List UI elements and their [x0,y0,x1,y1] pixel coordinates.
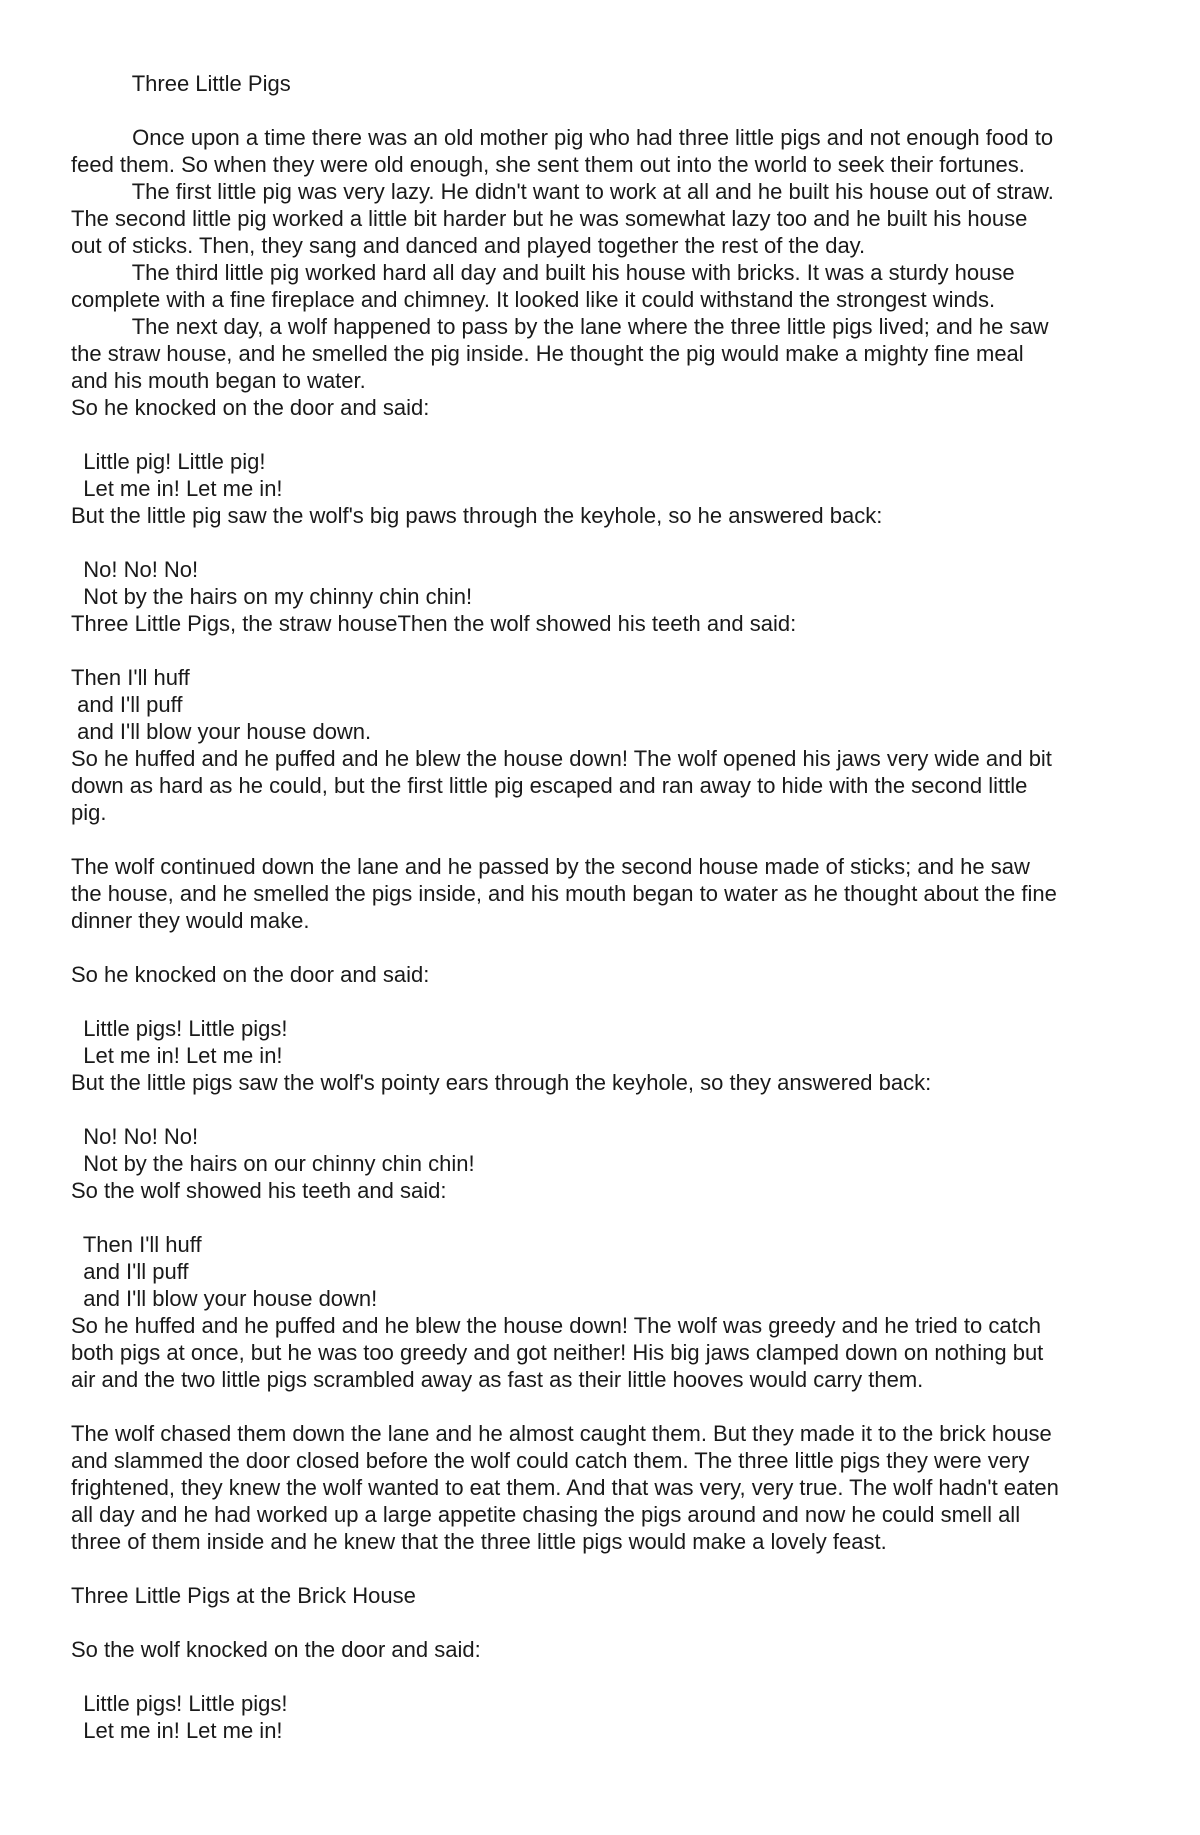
text-line: and slammed the door closed before the wolf could catch them. The three little pigs they were very [71,1448,1030,1473]
text-line: Once upon a time there was an old mother pig who had three little pigs and not enough food to [71,125,1054,150]
text-line: Little pig! Little pig! [71,449,266,474]
text-line: air and the two little pigs scrambled away as fast as their little hooves would carry them. [71,1367,924,1392]
blank-line [71,1204,1200,1231]
text-line: and I'll blow your house down. [71,719,372,744]
blank-line [71,1096,1200,1123]
text-line: But the little pigs saw the wolf's pointy ears through the keyhole, so they answered back: [71,1070,932,1095]
blank-line [71,97,1200,124]
text-line: So he knocked on the door and said: [71,395,430,420]
blank-line [71,826,1200,853]
text-line: the straw house, and he smelled the pig inside. He thought the pig would make a mighty fine meal [71,341,1024,366]
text-line: and I'll puff [71,692,183,717]
blank-line [71,637,1200,664]
text-line: complete with a fine fireplace and chimney. It looked like it could withstand the strongest winds. [71,287,996,312]
text-line: Not by the hairs on my chinny chin chin! [71,584,473,609]
text-line: both pigs at once, but he was too greedy and got neither! His big jaws clamped down on nothing but [71,1340,1044,1365]
blank-line [71,988,1200,1015]
text-line: all day and he had worked up a large appetite chasing the pigs around and now he could smell all [71,1502,1021,1527]
text-line: and I'll blow your house down! [71,1286,378,1311]
text-line: three of them inside and he knew that the three little pigs would make a lovely feast. [71,1529,887,1554]
story-title: Three Little Pigs [71,71,291,96]
text-line: So he knocked on the door and said: [71,962,430,987]
text-line: No! No! No! [71,557,199,582]
text-line: So he huffed and he puffed and he blew the house down! The wolf was greedy and he tried to catch [71,1313,1041,1338]
text-line: The wolf chased them down the lane and he almost caught them. But they made it to the brick house [71,1421,1052,1446]
text-line: No! No! No! [71,1124,199,1149]
text-line: Then I'll huff [71,1232,202,1257]
text-line: Let me in! Let me in! [71,1718,283,1743]
blank-line [71,1393,1200,1420]
text-line: Then I'll huff [71,665,190,690]
text-line: dinner they would make. [71,908,310,933]
text-line: Little pigs! Little pigs! [71,1016,288,1041]
text-line: pig. [71,800,107,825]
text-line: and his mouth began to water. [71,368,366,393]
text-line: Three Little Pigs at the Brick House [71,1583,416,1608]
text-line: Let me in! Let me in! [71,476,283,501]
blank-line [71,529,1200,556]
text-line: feed them. So when they were old enough, she sent them out into the world to seek their fortunes. [71,152,1025,177]
text-line: The second little pig worked a little bit harder but he was somewhat lazy too and he built his house [71,206,1028,231]
blank-line [71,421,1200,448]
text-line: So he huffed and he puffed and he blew the house down! The wolf opened his jaws very wide and bit [71,746,1052,771]
text-line: and I'll puff [71,1259,189,1284]
text-line: Let me in! Let me in! [71,1043,283,1068]
text-line: Three Little Pigs, the straw houseThen the wolf showed his teeth and said: [71,611,797,636]
text-line: But the little pig saw the wolf's big paws through the keyhole, so he answered back: [71,503,883,528]
blank-line [71,1609,1200,1636]
text-line: The next day, a wolf happened to pass by the lane where the three little pigs lived; and he saw [71,314,1049,339]
text-line: Not by the hairs on our chinny chin chin! [71,1151,475,1176]
text-line: frightened, they knew the wolf wanted to eat them. And that was very, very true. The wolf hadn't eaten [71,1475,1059,1500]
blank-line [71,1663,1200,1690]
text-line: The wolf continued down the lane and he passed by the second house made of sticks; and he saw [71,854,1030,879]
text-line: So the wolf knocked on the door and said: [71,1637,481,1662]
text-line: out of sticks. Then, they sang and danced and played together the rest of the day. [71,233,866,258]
blank-line [71,934,1200,961]
text-line: The third little pig worked hard all day and built his house with bricks. It was a sturdy house [71,260,1015,285]
text-line: the house, and he smelled the pigs inside, and his mouth began to water as he thought about the fine [71,881,1057,906]
text-line: The first little pig was very lazy. He didn't want to work at all and he built his house out of straw. [71,179,1054,204]
text-line: Little pigs! Little pigs! [71,1691,288,1716]
text-line: down as hard as he could, but the first little pig escaped and ran away to hide with the second little [71,773,1028,798]
blank-line [71,1555,1200,1582]
text-line: So the wolf showed his teeth and said: [71,1178,447,1203]
